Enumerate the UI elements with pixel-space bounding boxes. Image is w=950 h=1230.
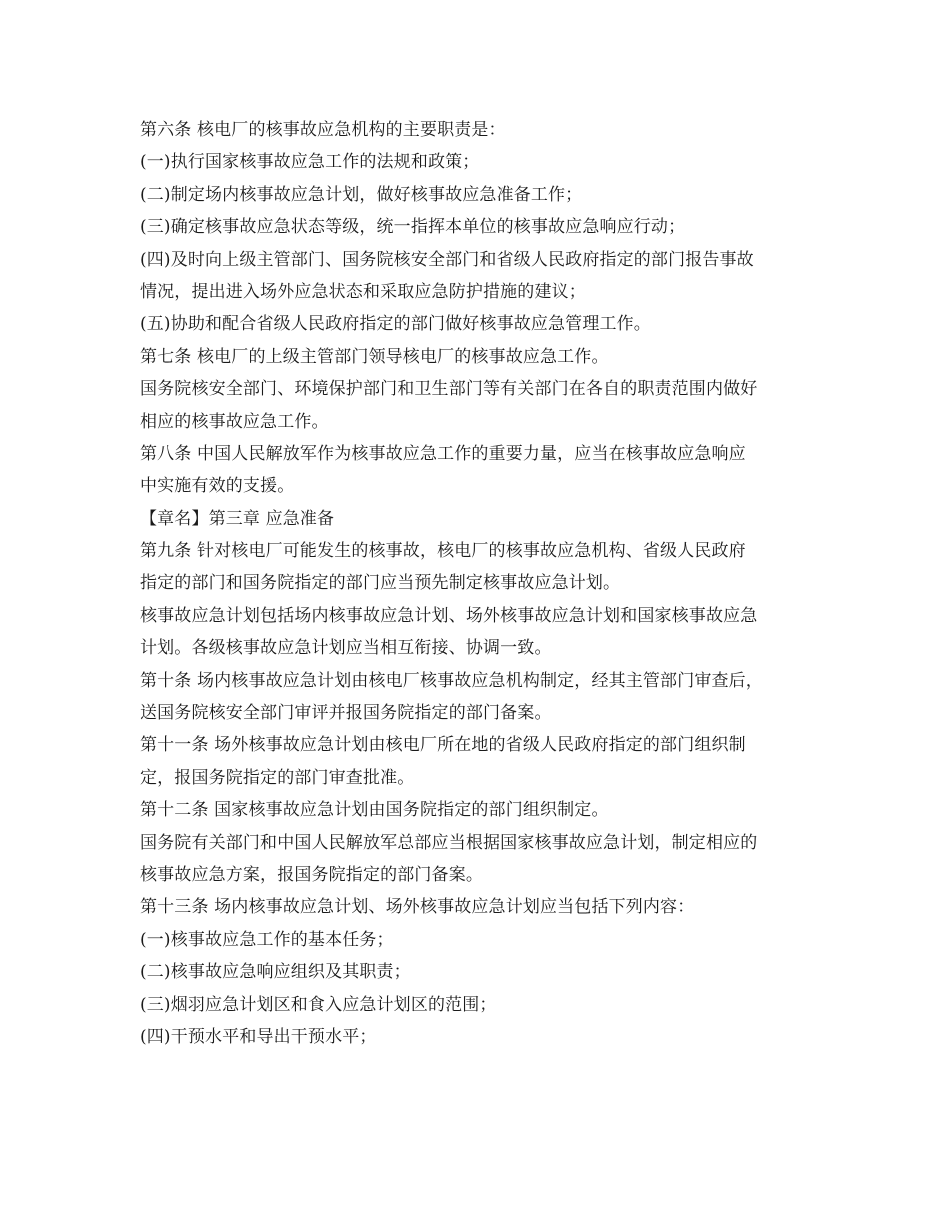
article-7-paragraph-cont: 相应的核事故应急工作。 xyxy=(140,411,329,432)
article-9-paragraph-cont: 计划。各级核事故应急计划应当相互衔接、协调一致。 xyxy=(140,638,552,659)
article-12-paragraph: 国务院有关部门和中国人民解放军总部应当根据国家核事故应急计划，制定相应的 xyxy=(140,832,758,853)
article-13-heading: 第十三条 场内核事故应急计划、场外核事故应急计划应当包括下列内容： xyxy=(140,897,695,918)
article-6-item-4-cont: 情况，提出进入场外应急状态和采取应急防护措施的建议； xyxy=(140,281,586,302)
article-6-item-1: (一)执行国家核事故应急工作的法规和政策； xyxy=(140,152,480,173)
article-6-heading: 第六条 核电厂的核事故应急机构的主要职责是： xyxy=(140,120,506,140)
article-11-heading: 第十一条 场外核事故应急计划由核电厂所在地的省级人民政府指定的部门组织制 xyxy=(140,735,746,756)
article-13-item-3: (三)烟羽应急计划区和食入应急计划区的范围； xyxy=(140,994,497,1015)
article-6-item-4: (四)及时向上级主管部门、国务院核安全部门和省级人民政府指定的部门报告事故 xyxy=(140,249,754,270)
article-11-heading-cont: 定，报国务院指定的部门审查批准。 xyxy=(140,767,415,788)
article-10-heading: 第十条 场内核事故应急计划由核电厂核事故应急机构制定，经其主管部门审查后， xyxy=(140,670,763,691)
chapter-3-title: 【章名】第三章 应急准备 xyxy=(140,508,335,529)
article-10-heading-cont: 送国务院核安全部门审评并报国务院指定的部门备案。 xyxy=(140,703,552,724)
article-6-item-5: (五)协助和配合省级人民政府指定的部门做好核事故应急管理工作。 xyxy=(140,314,651,335)
article-12-heading: 第十二条 国家核事故应急计划由国务院指定的部门组织制定。 xyxy=(140,800,609,821)
article-13-item-2: (二)核事故应急响应组织及其职责； xyxy=(140,962,411,983)
article-9-paragraph: 核事故应急计划包括场内核事故应急计划、场外核事故应急计划和国家核事故应急 xyxy=(140,605,758,626)
article-6-item-3: (三)确定核事故应急状态等级，统一指挥本单位的核事故应急响应行动； xyxy=(140,217,686,238)
article-9-heading-cont: 指定的部门和国务院指定的部门应当预先制定核事故应急计划。 xyxy=(140,573,621,594)
article-8-heading: 第八条 中国人民解放军作为核事故应急工作的重要力量，应当在核事故应急响应 xyxy=(140,443,746,464)
document-body xyxy=(140,114,816,1053)
article-8-heading-cont: 中实施有效的支援。 xyxy=(140,476,295,497)
article-12-paragraph-cont: 核事故应急方案，报国务院指定的部门备案。 xyxy=(140,864,483,885)
article-7-heading: 第七条 核电厂的上级主管部门领导核电厂的核事故应急工作。 xyxy=(140,346,609,367)
article-9-heading: 第九条 针对核电厂可能发生的核事故，核电厂的核事故应急机构、省级人民政府 xyxy=(140,541,746,562)
article-6-item-2: (二)制定场内核事故应急计划，做好核事故应急准备工作； xyxy=(140,184,583,205)
article-7-paragraph: 国务院核安全部门、环境保护部门和卫生部门等有关部门在各自的职责范围内做好 xyxy=(140,379,758,400)
article-13-item-1: (一)核事故应急工作的基本任务； xyxy=(140,929,394,950)
article-13-item-4: (四)干预水平和导出干预水平； xyxy=(140,1026,377,1047)
